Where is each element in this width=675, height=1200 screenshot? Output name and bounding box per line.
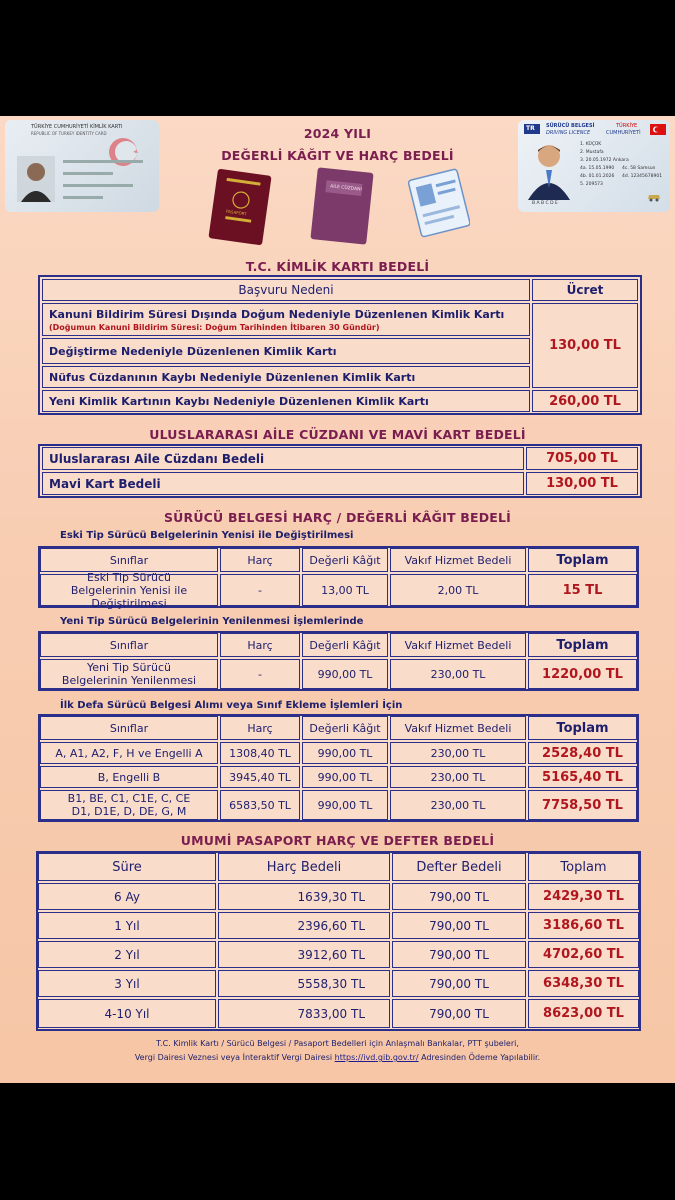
col-header-class: Sınıflar: [40, 716, 218, 740]
surucu-section3-title: İlk Defa Sürücü Belgesi Alımı veya Sınıf Ekleme İşlemleri İçin: [60, 700, 403, 711]
kimlik-col-reason: Başvuru Nedeni: [42, 279, 530, 301]
surucu-row-class: Eski Tip Sürücü Belgelerinin Yenisi ile Değiştirilmesi: [40, 574, 218, 606]
pasaport-row-toplam: 3186,60 TL: [528, 912, 639, 939]
family-book-icon: [308, 166, 376, 246]
col-header-kagit: Değerli Kâğıt: [302, 633, 388, 657]
pasaport-row-harc: 2396,60 TL: [218, 912, 390, 939]
surucu-row-class: A, A1, A2, F, H ve Engelli A: [40, 742, 218, 764]
kimlik-col-fee: Ücret: [532, 279, 638, 301]
surucu-section2-title: Yeni Tip Sürücü Belgelerinin Yenilenmesi İşlemlerinde: [60, 616, 364, 627]
footer-line-2: [0, 1053, 675, 1062]
col-header-harc: Harç: [220, 716, 300, 740]
surucu-row-vakif: 2,00 TL: [390, 574, 526, 606]
pasaport-row-defter: 790,00 TL: [392, 970, 526, 997]
col-header-vakif: Vakıf Hizmet Bedeli: [390, 716, 526, 740]
surucu-row-kagit: 990,00 TL: [302, 766, 388, 788]
pasaport-row-harc: 3912,60 TL: [218, 941, 390, 968]
licence-field-3: 3. 20.05.1972 Ankara: [580, 158, 629, 163]
pasaport-row-toplam: 6348,30 TL: [528, 970, 639, 997]
surucu-row-class: B, Engelli B: [40, 766, 218, 788]
pasaport-row-defter: 790,00 TL: [392, 999, 526, 1028]
surucu-row-harc: -: [220, 574, 300, 606]
surucu-row-toplam: 1220,00 TL: [528, 659, 637, 689]
surucu-row-harc: 6583,50 TL: [220, 790, 300, 820]
surucu-row-kagit: 13,00 TL: [302, 574, 388, 606]
family-book-label: AİLE CÜZDANI: [329, 184, 362, 193]
passport-label: PASAPORT: [225, 208, 247, 217]
surucu-row-vakif: 230,00 TL: [390, 742, 526, 764]
aile-row-fee: 130,00 TL: [526, 472, 638, 495]
pasaport-row-sure: 4-10 Yıl: [38, 999, 216, 1028]
pasaport-row-sure: 6 Ay: [38, 883, 216, 910]
footer-line-1: T.C. Kimlik Kartı / Sürücü Belgesi / Pasaport Bedelleri için Anlaşmalı Bankalar, PTT şubeleri,: [156, 1039, 519, 1048]
pasaport-col-toplam: Toplam: [528, 853, 639, 881]
pasaport-row-toplam: 4702,60 TL: [528, 941, 639, 968]
surucu-row-toplam: 5165,40 TL: [528, 766, 637, 788]
aile-row-label: Uluslararası Aile Cüzdanı Bedeli: [42, 447, 524, 470]
pasaport-col-harc: Harç Bedeli: [218, 853, 390, 881]
pasaport-row-defter: 790,00 TL: [392, 883, 526, 910]
surucu-row-vakif: 230,00 TL: [390, 659, 526, 689]
licence-field-8: 5. 209573: [580, 182, 603, 187]
pasaport-col-sure: Süre: [38, 853, 216, 881]
surucu-row-harc: 3945,40 TL: [220, 766, 300, 788]
licence-field-4: 4a. 15.05.1990: [580, 166, 615, 171]
licence-title-en: DRIVING LICENCE: [546, 130, 591, 136]
col-header-toplam: Toplam: [528, 548, 637, 572]
pasaport-row-harc: 7833,00 TL: [218, 999, 390, 1028]
kimlik-fee-group: 130,00 TL: [532, 303, 638, 388]
kimlik-row-note: (Doğumun Kanuni Bildirim Süresi: Doğum Tarihinden İtibaren 30 Gündür): [49, 323, 380, 332]
col-header-class: Sınıflar: [40, 548, 218, 572]
surucu-row-class: B1, BE, C1, C1E, C, CE D1, D1E, D, DE, G, M: [40, 790, 218, 820]
surucu-row-class: Yeni Tip Sürücü Belgelerinin Yenilenmesi: [40, 659, 218, 689]
aile-row-fee: 705,00 TL: [526, 447, 638, 470]
col-header-class: Sınıflar: [40, 633, 218, 657]
surucu-row-kagit: 990,00 TL: [302, 742, 388, 764]
licence-title: SÜRÜCÜ BELGESİ: [546, 123, 595, 129]
col-header-harc: Harç: [220, 548, 300, 572]
surucu-row-kagit: 990,00 TL: [302, 790, 388, 820]
surucu-row-harc: 1308,40 TL: [220, 742, 300, 764]
pasaport-row-sure: 3 Yıl: [38, 970, 216, 997]
id-card-sub: REPUBLIC OF TURKEY IDENTITY CARD: [31, 131, 107, 136]
surucu-row-toplam: 2528,40 TL: [528, 742, 637, 764]
blue-card-icon: [408, 164, 470, 240]
kimlik-fee-last: 260,00 TL: [532, 390, 638, 412]
aile-row-label: Mavi Kart Bedeli: [42, 472, 524, 495]
licence-country-2: CUMHURİYETİ: [606, 130, 641, 136]
surucu-row-toplam: 7758,50 TL: [528, 790, 637, 820]
licence-field-5: 4c. 58 Samsun: [622, 166, 656, 171]
footer-line-2-end: Adresinden Ödeme Yapılabilir.: [421, 1053, 541, 1062]
pasaport-row-sure: 1 Yıl: [38, 912, 216, 939]
col-header-vakif: Vakıf Hizmet Bedeli: [390, 548, 526, 572]
surucu-row-vakif: 230,00 TL: [390, 766, 526, 788]
car-icon: [646, 192, 662, 202]
licence-classes: B A B C D E: [532, 201, 558, 206]
aile-heading: ULUSLARARASI AİLE CÜZDANI VE MAVİ KART BEDELİ: [149, 427, 526, 442]
pasaport-row-toplam: 2429,30 TL: [528, 883, 639, 910]
col-header-kagit: Değerli Kâğıt: [302, 548, 388, 572]
licence-field-1: 1. KÜÇÜK: [580, 142, 602, 147]
surucu-row-harc: -: [220, 659, 300, 689]
col-header-harc: Harç: [220, 633, 300, 657]
id-card-header: TÜRKİYE CUMHURİYETİ KİMLİK KARTI: [31, 124, 123, 130]
surucu-row-vakif: 230,00 TL: [390, 790, 526, 820]
kimlik-row-reason: Değiştirme Nedeniyle Düzenlenen Kimlik Kartı: [42, 338, 530, 364]
footer-link[interactable]: https://ivd.gib.gov.tr/: [334, 1053, 419, 1062]
pasaport-heading: UMUMİ PASAPORT HARÇ VE DEFTER BEDELİ: [180, 833, 495, 848]
kimlik-row-reason: Nüfus Cüzdanının Kaybı Nedeniyle Düzenlenen Kimlik Kartı: [42, 366, 530, 388]
licence-field-7: 4d. 12345678901: [622, 174, 663, 179]
col-header-vakif: Vakıf Hizmet Bedeli: [390, 633, 526, 657]
licence-field-6: 4b. 01.01.2026: [580, 174, 615, 179]
passport-icon: [205, 168, 275, 246]
kimlik-heading: T.C. KİMLİK KARTI BEDELİ: [245, 259, 430, 274]
pasaport-col-defter: Defter Bedeli: [392, 853, 526, 881]
surucu-section1-title: Eski Tip Sürücü Belgelerinin Yenisi ile Değiştirilmesi: [60, 530, 354, 541]
kimlik-row-reason-text: Kanuni Bildirim Süresi Dışında Doğum Nedeniyle Düzenlenen Kimlik Kartı: [49, 308, 505, 321]
footer-line-2-text: Vergi Dairesi Veznesi veya İnteraktif Vergi Dairesi: [134, 1053, 333, 1062]
surucu-row-kagit: 990,00 TL: [302, 659, 388, 689]
pasaport-row-defter: 790,00 TL: [392, 912, 526, 939]
surucu-heading: SÜRÜCÜ BELGESİ HARÇ / DEĞERLİ KÂĞIT BEDELİ: [163, 510, 512, 525]
pasaport-row-toplam: 8623,00 TL: [528, 999, 639, 1028]
col-header-kagit: Değerli Kâğıt: [302, 716, 388, 740]
pasaport-row-harc: 1639,30 TL: [218, 883, 390, 910]
page-title-year: 2024 YILI: [303, 126, 372, 141]
pasaport-row-sure: 2 Yıl: [38, 941, 216, 968]
col-header-toplam: Toplam: [528, 716, 637, 740]
col-header-toplam: Toplam: [528, 633, 637, 657]
surucu-row-toplam: 15 TL: [528, 574, 637, 606]
kimlik-row-reason: [42, 303, 530, 336]
licence-country: TÜRKİYE: [616, 123, 638, 129]
pasaport-row-defter: 790,00 TL: [392, 941, 526, 968]
pasaport-row-harc: 5558,30 TL: [218, 970, 390, 997]
fee-document: [0, 116, 675, 1083]
page-title: DEĞERLİ KÂĞIT VE HARÇ BEDELİ: [221, 148, 454, 163]
kimlik-row-reason: Yeni Kimlik Kartının Kaybı Nedeniyle Düzenlenen Kimlik Kartı: [42, 390, 530, 412]
licence-country-code: TR: [526, 125, 535, 132]
licence-field-2: 2. Mustafa: [580, 150, 604, 155]
